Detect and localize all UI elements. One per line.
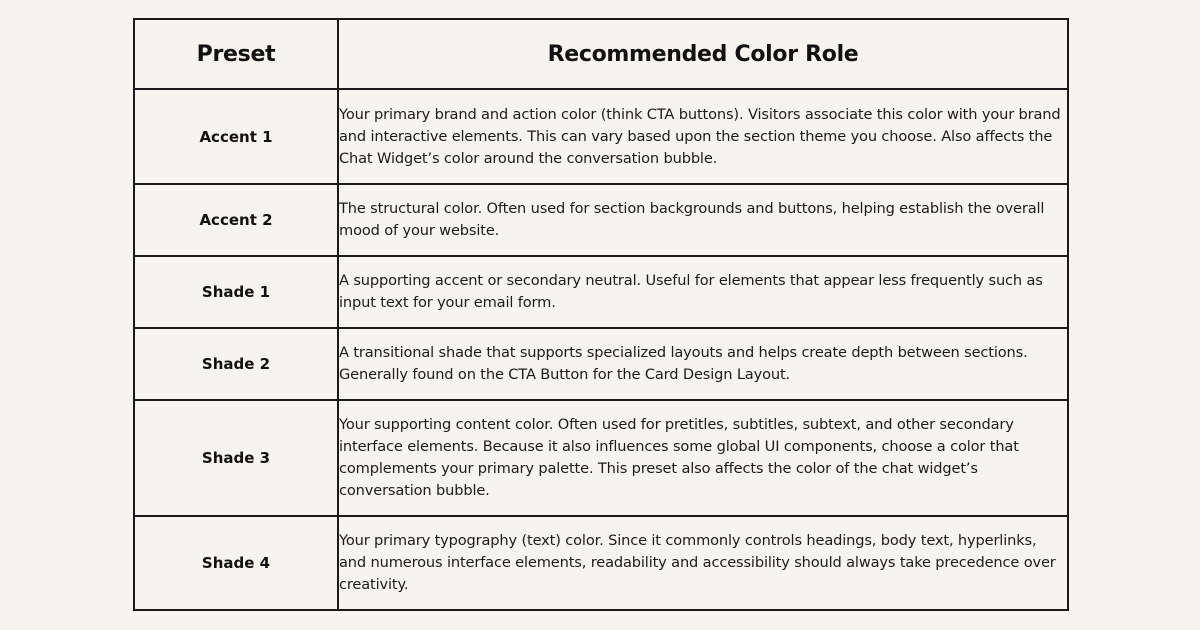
- color-preset-table: [133, 18, 1069, 611]
- preset-name-accent-1: Accent 1: [134, 89, 338, 184]
- preset-name-shade-2: Shade 2: [134, 328, 338, 400]
- role-description-shade-2: A transitional shade that supports specialized layouts and helps create depth between sections. Generally found on the CTA Button for the Card Design Layout.: [338, 328, 1068, 400]
- table-row: [134, 184, 1068, 256]
- table-header-row: [134, 19, 1068, 89]
- role-description-accent-1: Your primary brand and action color (think CTA buttons). Visitors associate this color with your brand and interactive elements. This can vary based upon the section theme you choose. Also affects the Chat Widget’s color around the conversation bubble.: [338, 89, 1068, 184]
- table-row: [134, 328, 1068, 400]
- role-description-shade-1: A supporting accent or secondary neutral. Useful for elements that appear less frequently such as input text for your email form.: [338, 256, 1068, 328]
- table-row: [134, 516, 1068, 610]
- preset-name-accent-2: Accent 2: [134, 184, 338, 256]
- table-row: [134, 400, 1068, 516]
- preset-name-shade-1: Shade 1: [134, 256, 338, 328]
- preset-name-shade-4: Shade 4: [134, 516, 338, 610]
- preset-name-shade-3: Shade 3: [134, 400, 338, 516]
- table-row: [134, 89, 1068, 184]
- role-column-header: Recommended Color Role: [338, 19, 1068, 89]
- role-description-shade-3: Your supporting content color. Often used for pretitles, subtitles, subtext, and other secondary interface elements. Because it also influences some global UI components, choose a color that complements your primary palette. This preset also affects the color of the chat widget’s conversation bubble.: [338, 400, 1068, 516]
- table-row: [134, 256, 1068, 328]
- role-description-accent-2: The structural color. Often used for section backgrounds and buttons, helping establish the overall mood of your website.: [338, 184, 1068, 256]
- preset-column-header: Preset: [134, 19, 338, 89]
- role-description-shade-4: Your primary typography (text) color. Since it commonly controls headings, body text, hyperlinks, and numerous interface elements, readability and accessibility should always take precedence over creativity.: [338, 516, 1068, 610]
